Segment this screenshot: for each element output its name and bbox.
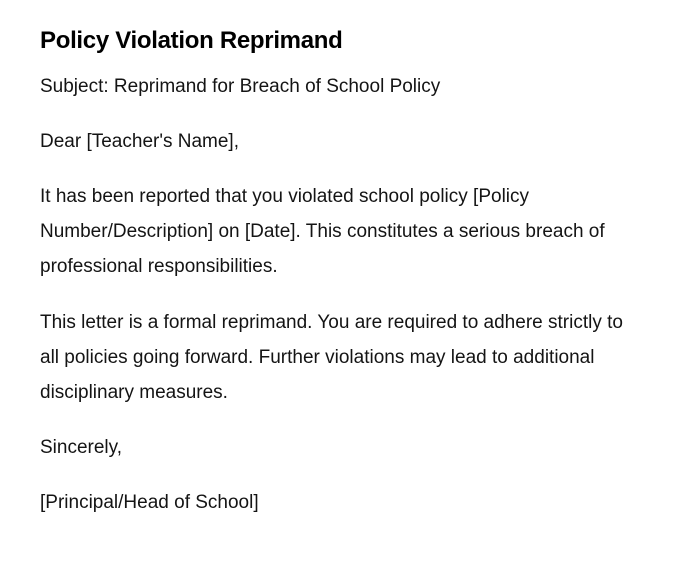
salutation: Dear [Teacher's Name], — [40, 131, 239, 152]
closing: Sincerely, — [40, 437, 123, 458]
body-paragraph-violation: It has been reported that you violated school policy [Policy Number/Description] on [Date]. This constitutes a serious breach of professional responsibilities. — [40, 186, 605, 277]
signature: [Principal/Head of School] — [40, 492, 259, 513]
body-paragraph-reprimand: This letter is a formal reprimand. You are required to adhere strictly to all policies going forward. Further violations may lead to additional disciplinary measures. — [40, 312, 623, 403]
document-title: Policy Violation Reprimand — [40, 27, 343, 54]
subject-line: Subject: Reprimand for Breach of School Policy — [40, 76, 441, 97]
